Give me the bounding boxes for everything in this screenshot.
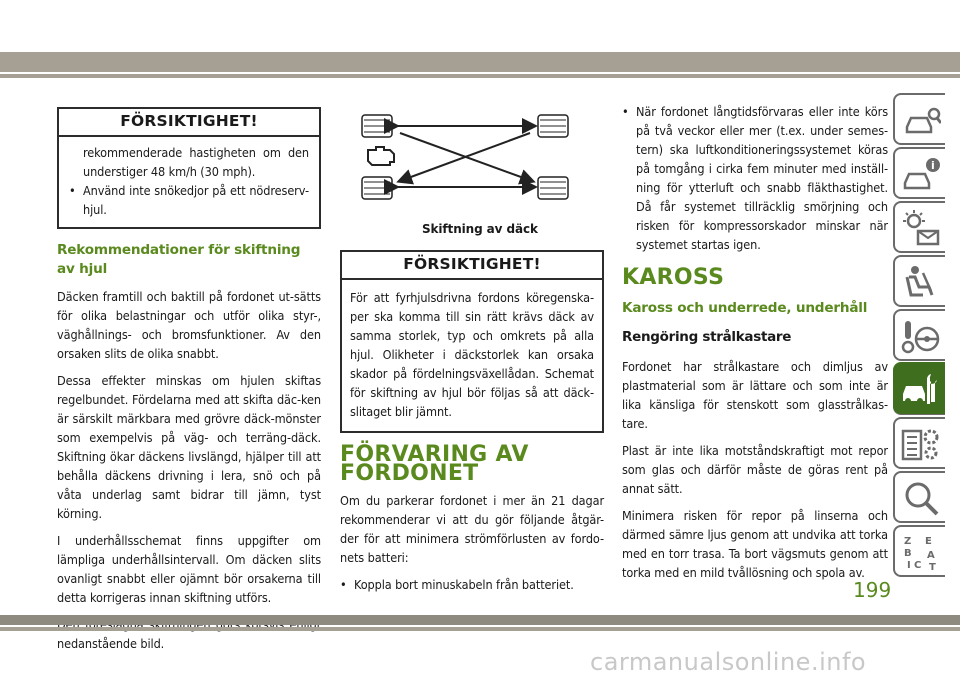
- svg-text:Z: Z: [904, 536, 912, 547]
- caution-text: För att fyrhjulsdrivna fordons köregenska-per ska komma till sin rätt krävs däck av samma storlek, typ och omkrets på alla hjul. Olikheter i däckstorlek kan orsaka skador på fördelningsväxellådan. Schemat för skiftning av hjul bör följas så att däck-slitaget blir jämnt.: [350, 290, 594, 419]
- tab-search[interactable]: [893, 471, 945, 523]
- search-icon: [901, 479, 941, 519]
- figure-caption: Skiftning av däck: [422, 222, 538, 236]
- tab-car-info[interactable]: [893, 93, 945, 145]
- caution-bullet: • Använd inte snökedjor på ett nödreserv-hjul.: [69, 183, 309, 217]
- paragraph: Fordonet har strålkastare och dimljus av plastmaterial som är lättare och som inte är lika känsliga för stenskott som glasstrålkas-tare.: [622, 359, 888, 431]
- maintenance-icon: [901, 370, 941, 410]
- svg-text:T: T: [929, 562, 936, 573]
- tire-rotation-figure: [340, 107, 604, 237]
- paragraph: nedanstående bild.: [57, 636, 165, 651]
- top-band: [0, 52, 960, 72]
- specifications-icon: [901, 425, 941, 465]
- caution-text: rekommenderade hastigheten om den understiger 48 km/h (30 mph).: [83, 145, 309, 179]
- svg-text:C: C: [914, 560, 922, 571]
- middle-column: [340, 107, 604, 594]
- subsection-heading: Kaross och underrede, underhåll: [622, 300, 868, 316]
- starting-driving-icon: [901, 317, 941, 357]
- tab-seat-safety[interactable]: [893, 255, 945, 307]
- bullet-item: • Koppla bort minuskabeln från batteriet.: [340, 577, 574, 592]
- section-heading: KAROSS: [622, 265, 725, 290]
- bullet-item: • När fordonet långtidsförvaras eller inte körs på två veckor eller mer (t.ex. under semes-tern) ska luftkonditioneringssystemet köras på tomgång i cirka fem minuter med inställ-ning för ytterluft och snabb fläkthastighet. Då får systemet tillräcklig smörjning och risken för kompressorskador minskar när systemet startas igen.: [622, 104, 888, 252]
- car-info-icon: [901, 101, 941, 141]
- tab-starting-driving[interactable]: [893, 309, 945, 361]
- lights-message-icon: [901, 209, 941, 249]
- seat-safety-icon: [901, 263, 941, 303]
- tab-specifications[interactable]: [893, 417, 945, 469]
- bottom-band: [0, 615, 960, 625]
- paragraph: I underhållsschemat finns uppgifter om lämpliga underhållsintervall. Om däcken slits ovanligt snabbt eller ojämnt bör orsakerna till detta korrigeras innan skiftning utförs.: [57, 533, 321, 605]
- tab-car-warning[interactable]: [893, 147, 945, 199]
- svg-text:B: B: [904, 548, 912, 559]
- car-warning-icon: [901, 155, 941, 195]
- index-icon: [901, 533, 941, 573]
- right-column: [622, 102, 888, 590]
- top-band-line: [0, 74, 960, 78]
- svg-text:I: I: [907, 560, 911, 571]
- svg-text:A: A: [927, 550, 935, 561]
- paragraph: Om du parkerar fordonet i mer än 21 dagar rekommenderar vi att du gör följande åtgär-der för att minimera strömförlusten av fordo-nets batteri:: [340, 493, 604, 565]
- paragraph: Minimera risken för repor på linserna och därmed sämre ljus genom att undvika att torka med en torr trasa. Ta bort vägsmuts genom att torka med en mild tvållösning och spola av.: [622, 508, 888, 580]
- paragraph: Plast är inte lika motståndskraftigt mot repor som glas och därför måste de göras rent på annat sätt.: [622, 443, 888, 496]
- tab-lights-message[interactable]: [893, 201, 945, 253]
- engine-icon: [368, 147, 394, 165]
- section-heading: FÖRVARING AV FORDONET: [340, 442, 529, 486]
- caution-box-1: [57, 107, 321, 229]
- subsubsection-heading: Rengöring strålkastare: [622, 329, 792, 345]
- svg-text:i: i: [931, 159, 935, 172]
- svg-text:E: E: [925, 536, 932, 547]
- caution-box-2: [340, 250, 604, 433]
- tire-rotation-diagram: [340, 107, 604, 217]
- section-heading: Rekommendationer för skiftning av hjul: [57, 242, 301, 277]
- rotation-arrows: [396, 126, 534, 187]
- left-column: [57, 107, 321, 661]
- paragraph: Dessa effekter minskas om hjulen skiftas regelbundet. Fördelarna med att skifta däc-ken är särskilt märkbara med grövre däck-mönster som exempelvis på väg- och terräng-däck. Skiftning ökar däckens livslängd, hjälper till att behålla däckens drivning i lera, snö och på våta underlag samt bidrar till jämn, tyst körning.: [57, 373, 321, 521]
- bottom-band-line: [0, 627, 960, 631]
- page-number: 199: [853, 578, 892, 602]
- watermark: carmanualsonline.info: [590, 648, 867, 676]
- paragraph: Däcken framtill och baktill på fordonet ut-sätts för olika belastningar och utför olika styr-, väghållnings- och bromsfunktioner. Av den orsaken slits de olika snabbt.: [57, 289, 321, 361]
- tab-maintenance[interactable]: [893, 362, 945, 414]
- caution-header: FÖRSIKTIGHET!: [342, 252, 602, 280]
- caution-header: FÖRSIKTIGHET!: [59, 109, 319, 137]
- tab-index[interactable]: [893, 525, 945, 577]
